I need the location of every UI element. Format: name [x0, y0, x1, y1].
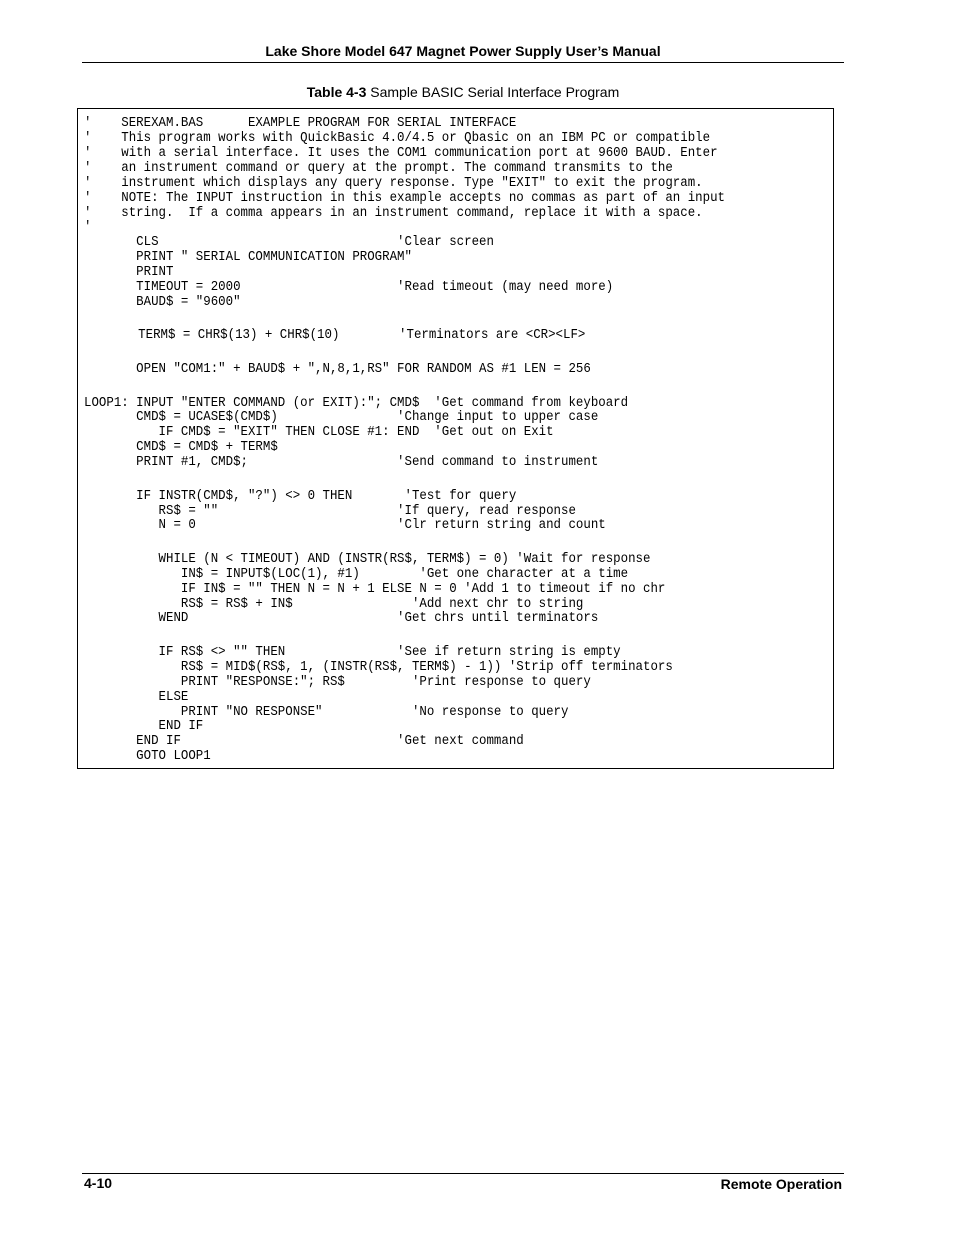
code-line: PRINT " SERIAL COMMUNICATION PROGRAM" [84, 250, 412, 265]
code-line: PRINT [84, 265, 174, 280]
code-line: ' [84, 220, 92, 235]
code-line: ' an instrument command or query at the prompt. The command transmits to the [84, 161, 673, 176]
code-line: ' string. If a comma appears in an instrument command, replace it with a space. [84, 206, 703, 221]
footer-section-title: Remote Operation [720, 1176, 842, 1192]
code-line: IF CMD$ = "EXIT" THEN CLOSE #1: END 'Get out on Exit [84, 425, 554, 440]
code-line: RS$ = "" 'If query, read response [84, 504, 576, 519]
code-line: IF IN$ = "" THEN N = N + 1 ELSE N = 0 'Add 1 to timeout if no chr [84, 582, 666, 597]
code-line: BAUD$ = "9600" [84, 295, 241, 310]
table-caption [82, 84, 844, 101]
table-caption-text: Sample BASIC Serial Interface Program [366, 84, 620, 100]
footer-page-number: 4-10 [84, 1175, 113, 1191]
code-line: OPEN "COM1:" + BAUD$ + ",N,8,1,RS" FOR RANDOM AS #1 LEN = 256 [84, 362, 591, 377]
code-line: IF RS$ <> "" THEN 'See if return string is empty [84, 645, 621, 660]
page-header-title: Lake Shore Model 647 Magnet Power Supply User’s Manual [265, 43, 661, 59]
code-line: END IF [84, 719, 204, 734]
code-line: PRINT "RESPONSE:"; RS$ 'Print response to query [84, 675, 591, 690]
code-line: ' NOTE: The INPUT instruction in this example accepts no commas as part of an input [84, 191, 725, 206]
code-listing-box [77, 108, 834, 769]
code-line: GOTO LOOP1 [84, 749, 211, 764]
code-line: IF INSTR(CMD$, "?") <> 0 THEN 'Test for query [84, 489, 517, 504]
code-line: PRINT "NO RESPONSE" 'No response to query [84, 705, 569, 720]
code-line: PRINT #1, CMD$; 'Send command to instrument [84, 455, 599, 470]
code-line: TERM$ = CHR$(13) + CHR$(10) 'Terminators are <CR><LF> [86, 328, 586, 343]
code-line: WEND 'Get chrs until terminators [84, 611, 599, 626]
code-line: CMD$ = UCASE$(CMD$) 'Change input to upper case [84, 410, 599, 425]
code-line: IN$ = INPUT$(LOC(1), #1) 'Get one character at a time [84, 567, 629, 582]
code-line: LOOP1: INPUT "ENTER COMMAND (or EXIT):"; CMD$ 'Get command from keyboard [84, 396, 629, 411]
code-line: RS$ = RS$ + IN$ 'Add next chr to string [84, 597, 584, 612]
code-line: CLS 'Clear screen [84, 235, 494, 250]
code-line: ' This program works with QuickBasic 4.0/4.5 or Qbasic on an IBM PC or compatible [84, 131, 711, 146]
code-line: ELSE [84, 690, 189, 705]
code-line: RS$ = MID$(RS$, 1, (INSTR(RS$, TERM$) - 1)) 'Strip off terminators [84, 660, 673, 675]
code-line: END IF 'Get next command [84, 734, 524, 749]
code-line: N = 0 'Clr return string and count [84, 518, 606, 533]
code-line: CMD$ = CMD$ + TERM$ [84, 440, 278, 455]
code-line: ' SEREXAM.BAS EXAMPLE PROGRAM FOR SERIAL INTERFACE [84, 116, 517, 131]
code-line: WHILE (N < TIMEOUT) AND (INSTR(RS$, TERM$) = 0) 'Wait for response [84, 552, 651, 567]
code-line: ' with a serial interface. It uses the COM1 communication port at 9600 BAUD. Enter [84, 146, 718, 161]
table-caption-label: Table 4-3 [306, 84, 367, 100]
code-line: TIMEOUT = 2000 'Read timeout (may need more) [84, 280, 614, 295]
header-rule [82, 62, 844, 63]
footer-rule [82, 1173, 844, 1174]
code-line: ' instrument which displays any query response. Type "EXIT" to exit the program. [84, 176, 703, 191]
